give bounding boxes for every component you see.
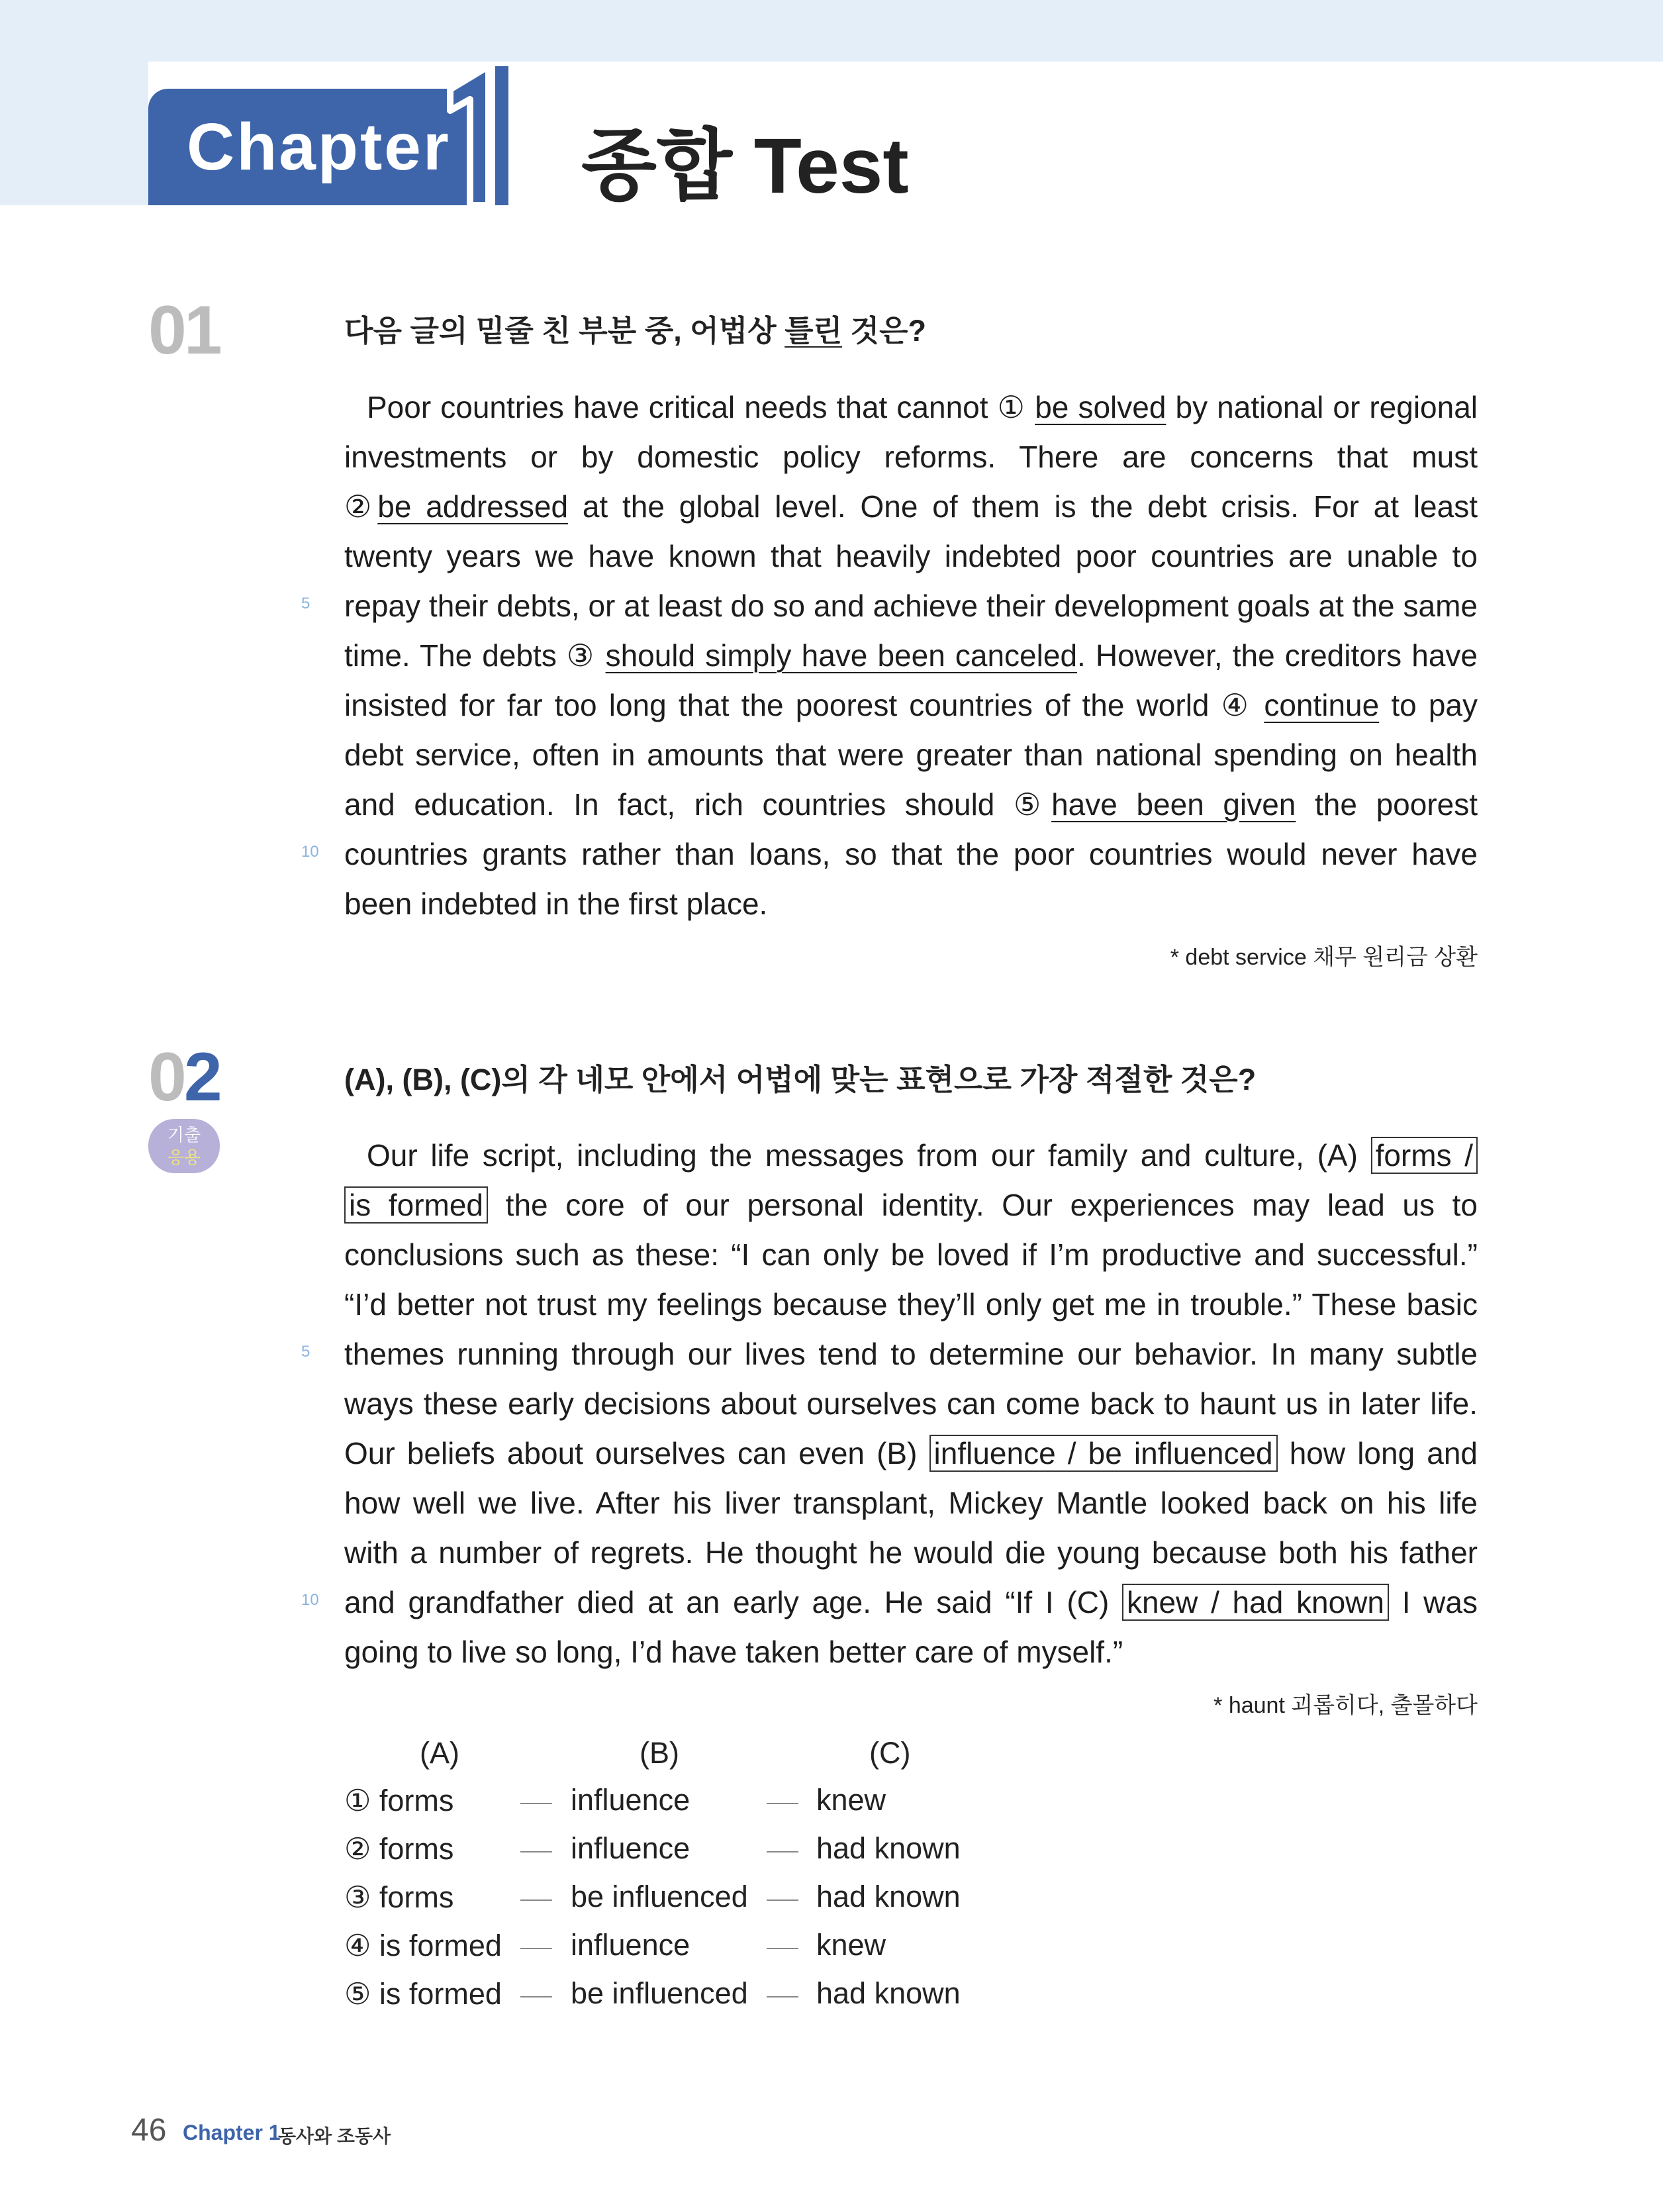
choice-separator: [767, 1803, 798, 1804]
passage-line: [344, 681, 1478, 730]
passage-text: “I’d better not trust my feelings because they’ll only get me in trouble.” These basic: [344, 1287, 1478, 1322]
choice-separator: [520, 1996, 552, 1997]
passage-text: been indebted in the first place.: [344, 887, 768, 921]
passage-line: [344, 581, 1478, 631]
passage-line: [344, 1131, 1478, 1180]
choice-separator: [520, 1851, 552, 1852]
line-number-5: 5: [301, 595, 310, 612]
question-number-2: 02: [148, 1039, 220, 1116]
passage-line: [344, 1578, 1478, 1627]
marked-phrase: influence / be influenced: [929, 1435, 1278, 1472]
passage-line: [344, 1379, 1478, 1429]
passage-text: going to live so long, I’d have taken better care of myself.”: [344, 1635, 1123, 1669]
footer-chapter-subtitle: 동사와 조동사: [278, 2126, 391, 2146]
passage-line: [344, 1528, 1478, 1578]
passage-line: [344, 1280, 1478, 1329]
passage-text: the core of our personal identity. Our experiences may lead us to: [488, 1188, 1478, 1222]
passage-text: countries grants rather than loans, so that the poor countries would never have: [344, 837, 1478, 871]
passage-line: [344, 879, 1478, 929]
passage-text: insisted for far too long that the poorest countries of the world ④: [344, 688, 1264, 722]
marked-phrase: have been given: [1051, 787, 1296, 822]
chapter-number-graphic: [437, 63, 513, 205]
footer-chapter-label: Chapter 1: [183, 2121, 281, 2144]
passage-text: I was: [1388, 1585, 1478, 1619]
choice-separator: [767, 1851, 798, 1852]
choice-separator: [767, 1996, 798, 1997]
passage-line: [344, 1329, 1478, 1379]
marked-phrase: forms /: [1371, 1137, 1478, 1174]
passage-text: at the global level. One of them is the debt crisis. For at least: [568, 489, 1478, 524]
choice-2-cell[interactable]: ② forms: [344, 1832, 454, 1866]
passage-line: [344, 383, 1478, 432]
passage-line: [344, 1478, 1478, 1528]
passage-text: to pay: [1379, 688, 1478, 722]
question-1-footnote: * debt service 채무 원리금 상환: [1170, 945, 1478, 970]
line-number-10: 10: [301, 1591, 319, 1609]
line-number-5: 5: [301, 1343, 310, 1361]
passage-line: [344, 1429, 1478, 1478]
choice-separator: [520, 1948, 552, 1949]
header-left-accent: [0, 62, 148, 205]
chapter-label: Chapter: [187, 110, 451, 184]
choice-separator: [520, 1803, 552, 1804]
choice-4-cell: influence: [571, 1928, 690, 1962]
choice-header-c: (C): [869, 1736, 911, 1770]
passage-text: time. The debts ③: [344, 638, 606, 673]
choice-5-cell: had known: [816, 1976, 961, 2010]
choice-4-cell[interactable]: ④ is formed: [344, 1929, 502, 1962]
choice-5-cell: be influenced: [571, 1976, 748, 2010]
choice-1-cell[interactable]: ① forms: [344, 1784, 454, 1817]
passage-text: how long and: [1277, 1436, 1478, 1470]
passage-text: by national or regional: [1166, 390, 1478, 424]
passage-line: [344, 631, 1478, 681]
marked-phrase: be solved: [1035, 390, 1166, 424]
passage-line: [344, 532, 1478, 581]
choice-header-a: (A): [420, 1736, 459, 1770]
question-2-footnote: * haunt 괴롭히다, 출몰하다: [1213, 1693, 1478, 1718]
passage-text: . However, the creditors have: [1077, 638, 1478, 673]
passage-text: Poor countries have critical needs that cannot ①: [367, 390, 1035, 424]
choice-header-b: (B): [640, 1736, 679, 1770]
passage-text: and grandfather died at an early age. He said “If I (C): [344, 1585, 1122, 1619]
passage-text: how well we live. After his liver transplant, Mickey Mantle looked back on his life: [344, 1486, 1478, 1520]
passage-line: [344, 1627, 1478, 1677]
passage-line: [344, 830, 1478, 879]
source-badge: 기출 응용: [148, 1119, 220, 1173]
passage-text: repay their debts, or at least do so and achieve their development goals at the same: [344, 589, 1478, 623]
choice-1-cell: influence: [571, 1783, 690, 1817]
passage-text: ways these early decisions about ourselves can come back to haunt us in later life.: [344, 1386, 1478, 1421]
choice-2-cell: influence: [571, 1831, 690, 1865]
passage-text: conclusions such as these: “I can only be loved if I’m productive and successful.”: [344, 1237, 1478, 1272]
passage-text: investments or by domestic policy reforms. There are concerns that must: [344, 440, 1478, 474]
marked-phrase: should simply have been canceled: [605, 638, 1078, 673]
passage-line: [344, 780, 1478, 830]
question-2-prompt: (A), (B), (C)의 각 네모 안에서 어법에 맞는 표현으로 가장 적절한 것은?: [344, 1063, 1257, 1096]
passage-line: [344, 482, 1478, 532]
choice-3-cell: had known: [816, 1880, 961, 1913]
marked-phrase: be addressed: [377, 489, 569, 524]
passage-text: with a number of regrets. He thought he would die young because both his father: [344, 1535, 1478, 1570]
choice-5-cell[interactable]: ⑤ is formed: [344, 1977, 502, 2011]
passage-text: themes running through our lives tend to determine our behavior. In many subtle: [344, 1337, 1478, 1371]
choice-2-cell: had known: [816, 1831, 961, 1865]
passage-text: Our life script, including the messages from our family and culture, (A): [367, 1138, 1371, 1173]
choice-separator: [520, 1899, 552, 1901]
page-title: 종합 Test: [581, 122, 909, 210]
passage-text: and education. In fact, rich countries should ⑤: [344, 787, 1052, 822]
marked-phrase: continue: [1264, 688, 1380, 722]
choice-3-cell: be influenced: [571, 1880, 748, 1913]
question-1-prompt: 다음 글의 밑줄 친 부분 중, 어법상 틀린 것은?: [344, 314, 927, 348]
question-number-1: 01: [148, 292, 220, 369]
passage-line: [344, 1230, 1478, 1280]
passage-text: debt service, often in amounts that were greater than national spending on health: [344, 738, 1478, 772]
choice-4-cell: knew: [816, 1928, 886, 1962]
passage-text: Our beliefs about ourselves can even (B): [344, 1436, 929, 1470]
page-number: 46: [131, 2113, 167, 2148]
passage-text: twenty years we have known that heavily indebted poor countries are unable to: [344, 539, 1478, 573]
passage-line: [344, 730, 1478, 780]
passage-line: [344, 432, 1478, 482]
passage-text: ②: [344, 489, 378, 524]
choice-separator: [767, 1899, 798, 1901]
passage-line: [344, 1180, 1478, 1230]
choice-1-cell: knew: [816, 1783, 886, 1817]
choice-3-cell[interactable]: ③ forms: [344, 1880, 454, 1914]
marked-phrase: is formed: [344, 1186, 488, 1224]
line-number-10: 10: [301, 843, 319, 861]
choice-separator: [767, 1948, 798, 1949]
marked-phrase: knew / had known: [1122, 1584, 1389, 1621]
passage-text: the poorest: [1296, 787, 1478, 822]
